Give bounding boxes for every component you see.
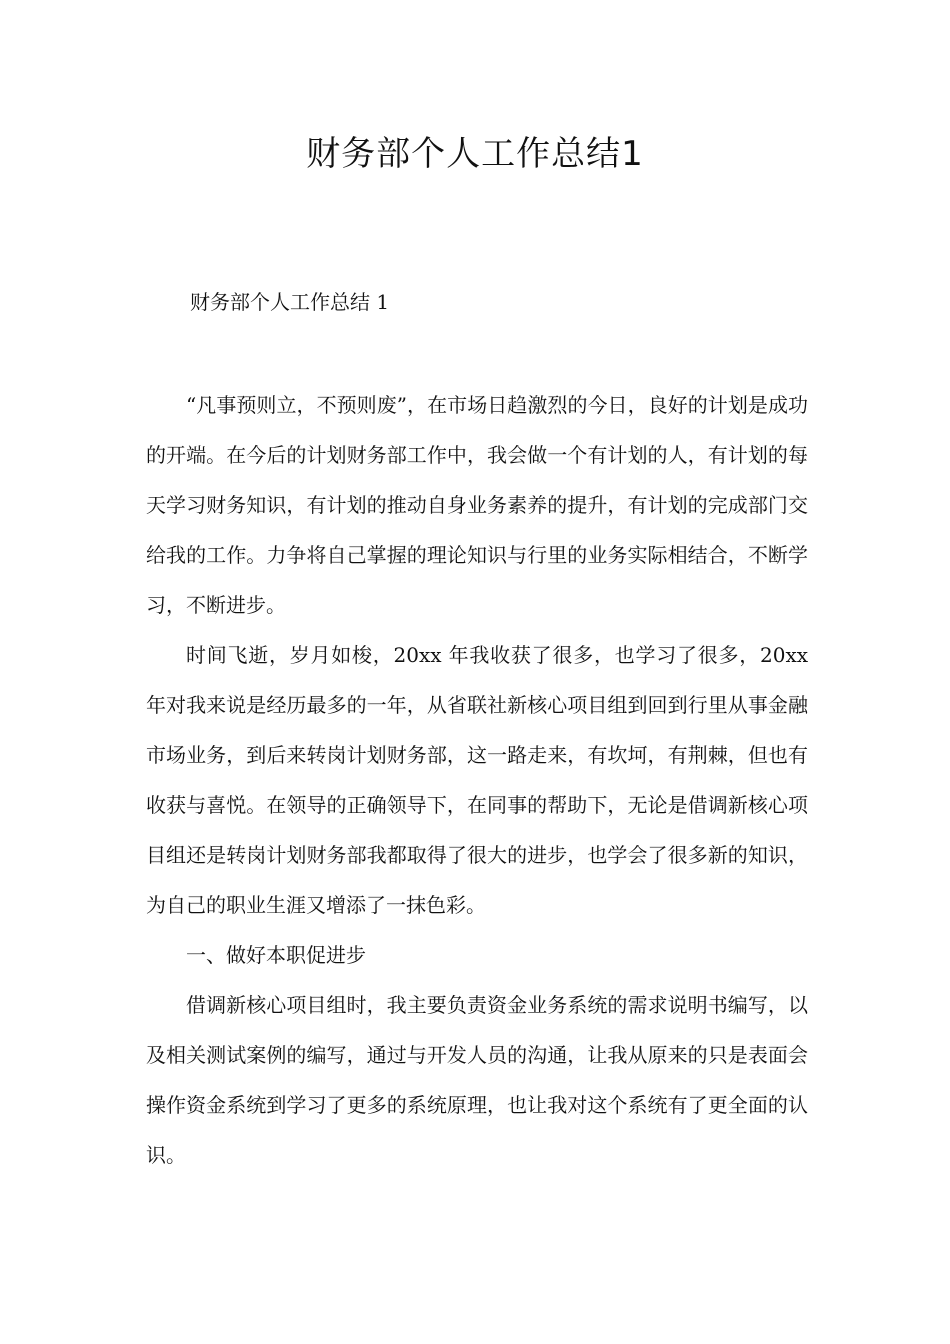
paragraph-intro: “凡事预则立，不预则废”，在市场日趋激烈的今日，良好的计划是成功的开端。在今后的计划财务部工作中，我会做一个有计划的人，有计划的每天学习财务知识，有计划的推动自身业务素养的提升，有计划的完成部门交给我的工作。力争将自己掌握的理论知识与行里的业务实际相结合，不断学习，不断进步。	[146, 393, 808, 617]
document-title: 财务部个人工作总结1	[306, 134, 644, 174]
document-body	[146, 380, 808, 1180]
paragraph-review: 时间飞逝，岁月如梭，20xx 年我收获了很多，也学习了很多，20xx 年对我来说是经历最多的一年，从省联社新核心项目组到回到行里从事金融市场业务，到后来转岗计划财务部，这一路走来，有坎坷，有荆棘，但也有收获与喜悦。在领导的正确领导下，在同事的帮助下，无论是借调新核心项目组还是转岗计划财务部我都取得了很大的进步，也学会了很多新的知识，为自己的职业生涯又增添了一抹色彩。	[146, 643, 808, 917]
paragraph-project: 借调新核心项目组时，我主要负责资金业务系统的需求说明书编写，以及相关测试案例的编写，通过与开发人员的沟通，让我从原来的只是表面会操作资金系统到学习了更多的系统原理，也让我对这个系统有了更全面的认识。	[146, 993, 808, 1167]
section-heading: 一、做好本职促进步	[186, 943, 366, 967]
document-subtitle: 财务部个人工作总结 1	[190, 290, 390, 314]
